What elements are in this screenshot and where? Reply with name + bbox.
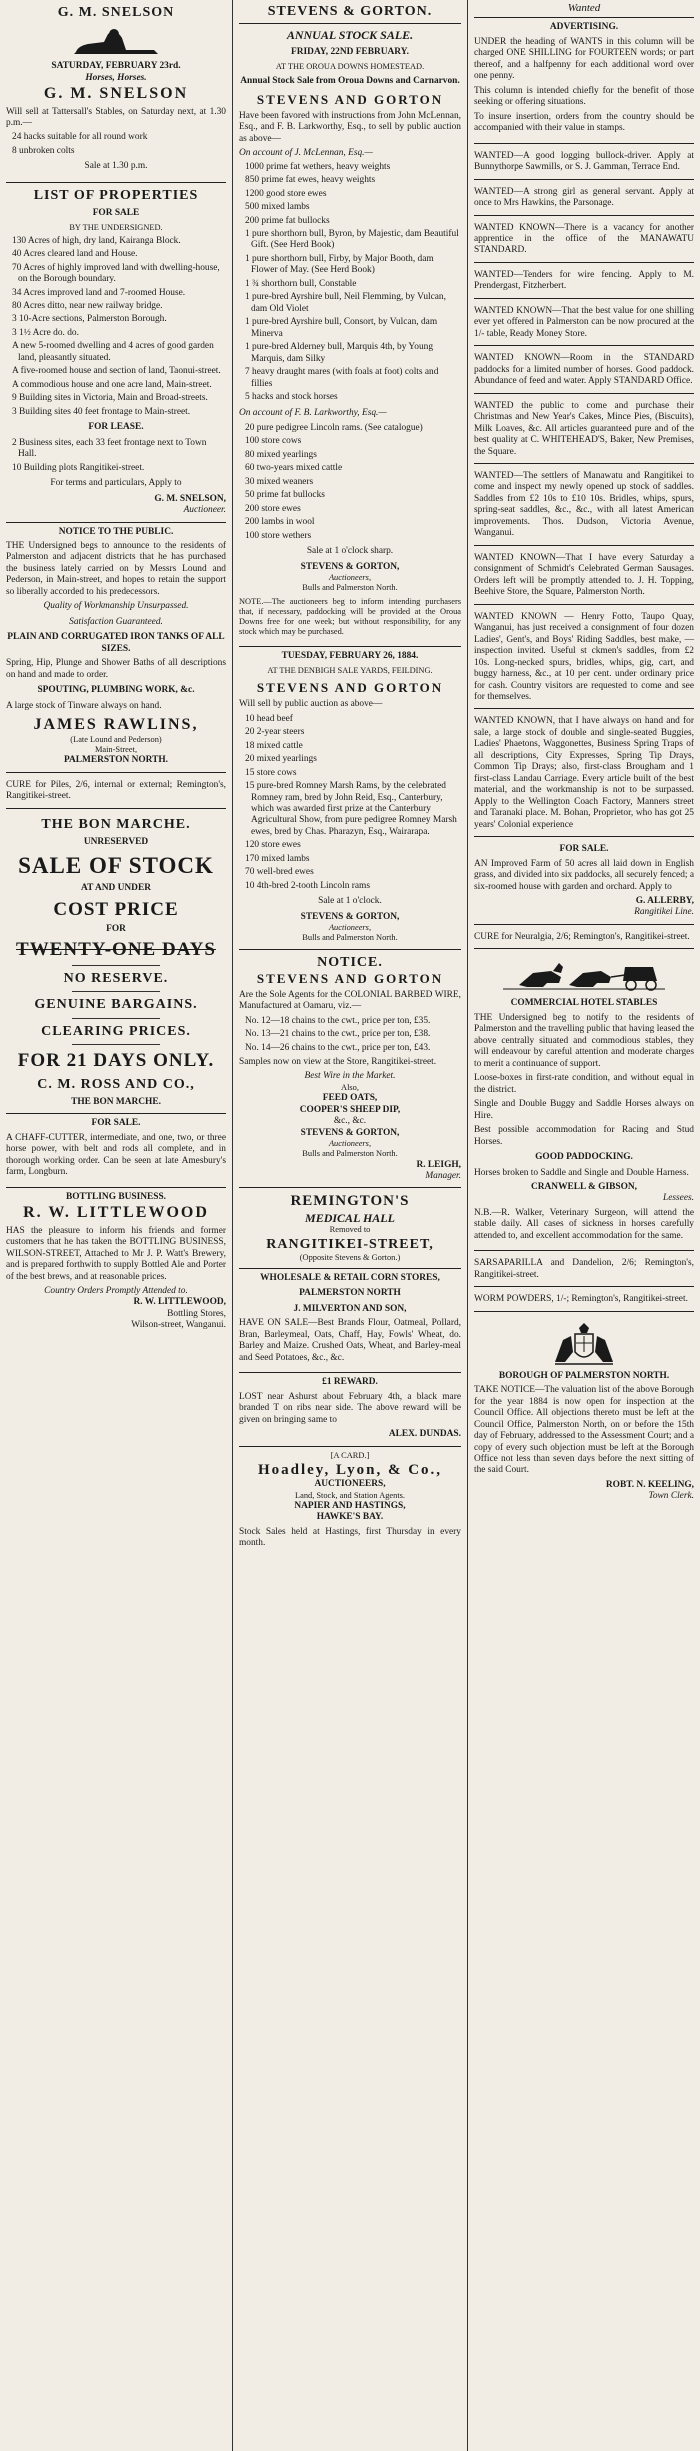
property-item: 9 Building sites in Victoria, Main and Broad-streets. [12,393,208,404]
notice-tanks: PLAIN AND CORRUGATED IRON TANKS OF ALL SIZES. [7,632,225,654]
tuesday-firm: STEVENS AND GORTON [256,680,444,696]
reward-sig: ALEX. DUNDAS. [388,1429,461,1440]
annual-town: Bulls and Palmerston North. [302,583,398,593]
bottling-body: HAS the pleasure to inform his friends and former customers that he has taken the BOTTLING BUSINESS, WILSON-STREET, Attached to Mr J. P. Watt's Brewery, and is prepared forthwith to supply Bottled Ale and Porter of the best brews, and at reasonable prices. [6,1225,226,1282]
annual-item: 100 store cows [245,436,302,447]
annual-item: 100 store wethers [245,530,312,541]
wanted-ad: WANTED KNOWN — Henry Fotto, Taupo Quay, Wanganui, has just received a consignment of four dozen Ladies', Gent's, and Boys' Riding Saddles, best make, — inspection invited. Useful st ckmen's saddles, from £2 10s. Long-necked spurs, bridles, whips, gig, cart, and buggy harness, &c., at 10 per cent. under ordinary price for cash. Country visitors are requested to come and see for themselves. [474,608,694,710]
advertising-body: UNDER the heading of WANTS in this column will be charged ONE SHILLING for FOURTEEN words; or part thereof, and a halfpenny for each additional word over one penny. [474,36,694,82]
property-item: 40 Acres cleared land and House. [12,249,138,260]
wire-item: No. 12—18 chains to the cwt., price per ton, £35. [245,1015,431,1026]
annual-place: AT THE OROUA DOWNS HOMESTEAD. [275,62,425,72]
bottling-name: R. W. LITTLEWOOD [23,1204,209,1222]
wire-best: Best Wire in the Market. [304,1071,396,1082]
chaff-cutter-ad [6,1114,226,1187]
bottling-business-ad [6,1188,226,1337]
lease-item: 10 Building plots Rangitikei-street. [12,462,145,473]
bon-sale: SALE OF STOCK [18,853,214,879]
bon-clearing: CLEARING PRICES. [41,1023,191,1039]
wire-manager-role: Manager. [425,1171,461,1182]
tuesday-town: Bulls and Palmerston North. [302,933,398,943]
wanted-ad: WANTED KNOWN, that I have always on hand and for sale, a large stock of double and single-seated Buggies, Ladies' Phaetons, Waggonettes, Business Spring Traps of all descriptions, City Expresses, Spring Tip Drays, Common Tip Drays; also, first-class Brougham and 1 first-class Landau Carriage. Every article built of the best material, and the workmanship is not to be surpassed. Apply to the Wellington Coach Factory, Manners street and Taranaki place. M. Bohan, Proprietor, who has got 25 years' Colonial experience [474,712,694,837]
wire-item: No. 14—26 chains to the cwt., price per ton, £43. [245,1042,431,1053]
annual-firm: STEVENS AND GORTON [256,91,444,107]
notice-title: NOTICE TO THE PUBLIC. [58,526,174,537]
wire-manager: R. LEIGH, [416,1159,461,1170]
wanted-ad: WANTED KNOWN—That the best value for one shilling ever yet offered in Palmerston can be now procured at the 1/- table, Ready Money Store. [474,302,694,346]
annual-item: 1 pure-bred Ayrshire bull, Neil Flemming, by Vulcan, dam Old Violet [245,292,446,314]
bon-twenty: TWENTY-ONE DAYS [16,939,216,961]
bon-divider [72,1018,160,1019]
bottling-title: BOTTLING BUSINESS. [65,1191,167,1202]
annual-item: 200 store ewes [245,503,301,514]
bon-days: FOR 21 DAYS ONLY. [17,1049,215,1071]
bottling-stores: Bottling Stores, [167,1308,226,1319]
chaff-body: A CHAFF-CUTTER, intermediate, and one, two, or three horse power, with belt and rods all complete, and in thorough working order. Can be seen at late Amesbury's farm, Longburn. [6,1132,226,1178]
corn-town: PALMERSTON NORTH [299,1288,401,1299]
rawlins-notice-ad [6,523,226,773]
properties-title: LIST OF PROPERTIES [33,187,199,203]
remington-title: REMINGTON'S [290,1193,410,1210]
middle-column [233,0,467,2451]
annual-item: 50 prime fat bullocks [245,490,325,501]
annual-role: Auctioneers, [328,573,372,583]
bon-title: THE BON MARCHE. [41,816,191,832]
notice-tinware: A large stock of Tinware always on hand. [6,700,162,711]
annual-note: NOTE.—The auctioneers beg to inform intending purchasers that, if necessary, paddocking will be provided at the Oroua Downs free for one week; but without responsibility, for any stock which may be purchased. [239,596,461,637]
stables-buggy: Single and Double Buggy and Saddle Horses always on Hire. [474,1099,694,1121]
tuesday-item: 10 4th-bred 2-tooth Lincoln rams [245,880,370,891]
annual-item: 60 two-years mixed cattle [245,463,343,474]
bon-cost: COST PRICE [53,898,179,920]
corn-firm: J. MILVERTON AND SON, [293,1303,407,1314]
stables-loose: Loose-boxes in first-rate condition, and without equal in the district. [474,1073,694,1095]
tuesday-item: 120 store ewes [245,840,301,851]
remington-street: RANGITIKEI-STREET, [266,1236,434,1252]
hoadley-card-ad [239,1447,461,1558]
annual-intro: Have been favored with instructions from John McLennan, Esq., and F. B. Larkworthy, Esq., to sell by public auction as above— [239,110,461,144]
annual-account1: On account of J. McLennan, Esq.— [239,148,373,159]
wire-also: Also, [341,1082,359,1092]
lease-title: FOR LEASE. [88,422,144,433]
property-item: A commodious house and one acre land, Main-street. [12,379,212,390]
hoadley-agents: Land, Stock, and Station Agents. [294,1490,406,1500]
horse-carriage-icon [499,959,669,995]
tuesday-item: 15 store cows [245,767,297,778]
stables-accom: Best possible accommodation for Racing and Stud Horses. [474,1125,694,1147]
bon-divider [72,1044,160,1045]
property-list-ad [6,183,226,523]
stables-title: COMMERCIAL HOTEL STABLES [510,998,658,1009]
tuesday-item: 18 mixed cattle [245,740,303,751]
remington-removed: Removed to [329,1225,371,1235]
stables-paddock: GOOD PADDOCKING. [535,1152,633,1163]
rawlins-name: JAMES RAWLINS, [33,716,199,734]
annual-item: 7 heavy draught mares (with foals at foot) colts and fillies [245,367,439,389]
bottling-orders: Country Orders Promptly Attended to. [44,1286,188,1296]
notice-quality: Quality of Workmanship Unsurpassed. [43,601,189,612]
annual-date: FRIDAY, 22ND FEBRUARY. [291,46,409,57]
wire-sig: STEVENS & GORTON, [300,1127,400,1138]
annual-subtitle: Annual Stock Sale from Oroua Downs and Carnarvon. [240,76,460,87]
snelson-item: 24 hacks suitable for all round work [12,132,148,143]
property-item: A new 5-roomed dwelling and 4 acres of good garden land, pleasantly situated. [12,341,214,363]
tuesday-time: Sale at 1 o'clock. [318,896,382,907]
wanted-ad: WANTED the public to come and purchase their Christmas and New Year's Cakes, Mince Pies, (Biscuits), Milk Loaves, &c. All articles guaranteed pure and of the best quality at C. WHITEHEAD'S, Baker, New Premises, the Square. [474,397,694,464]
tuesday-item: 20 mixed yearlings [245,754,317,765]
corn-body: HAVE ON SALE—Best Brands Flour, Oatmeal, Pollard, Bran, Barleymeal, Oats, Chaff, Hay, Fowls' Wheat, do. Barley and Maize. Crushed Oats, Wheat, and Barley-meal and Seed Potatoes, &c., &c. [239,1318,461,1363]
bottling-sig: R. W. LITTLEWOOD, [133,1297,226,1308]
hoadley-sales: Stock Sales held at Hastings, first Thursday in every month. [239,1526,461,1549]
annual-item: 200 lambs in wool [245,517,315,528]
annual-item: 30 mixed weaners [245,476,314,487]
wire-dip: COOPER'S SHEEP DIP, [299,1104,401,1115]
corn-stores-ad [239,1269,461,1373]
hoadley-acard: [A CARD.] [330,1450,370,1460]
reward-body: LOST near Ashurst about February 4th, a black mare branded T on ribs near side. The above reward will be given on bringing same to [239,1391,461,1425]
property-item: 3 10-Acre sections, Palmerston Borough. [12,314,167,325]
farm-title: FOR SALE. [559,844,609,855]
snelson-sale-time: Sale at 1.30 p.m. [84,161,148,172]
snelson-date: SATURDAY, FEBRUARY 23rd. [51,61,181,72]
snelson-item: 8 unbroken colts [12,145,75,156]
lease-item: 2 Business sites, each 33 feet frontage next to Town Hall. [12,437,207,460]
notice-spring: Spring, Hip, Plunge and Shower Baths of all descriptions on hand and made to order. [6,658,226,680]
annual-title: ANNUAL STOCK SALE. [286,28,414,43]
left-column [0,0,232,2451]
snelson-horse-sale-ad [6,0,226,183]
tuesday-item: 170 mixed lambs [245,853,310,864]
property-item: 70 Acres of highly improved land with dwelling-house, on the Borough boundary. [12,262,220,285]
bon-no-reserve: NO RESERVE. [63,971,169,987]
barbed-wire-notice-ad [239,950,461,1189]
wire-etc: &c., &c. [333,1116,367,1127]
wanted-ad: WANTED—The settlers of Manawatu and Rangitikei to come and inspect my newly opened up stock of saddles. Saddles from £2 10s to £10 10s. Bridles, whips, spurs, spring-seat saddles, &c., &c., with all latest American improvements. Thos. Dudson, Victoria Avenue, Wanganui. [474,467,694,546]
bon-divider [72,965,160,966]
wire-firm: STEVENS AND GORTON [256,970,444,986]
wire-samples: Samples now on view at the Store, Rangitikei-street. [239,1056,437,1067]
remington-medical-hall-ad [239,1188,461,1269]
annual-item: 5 hacks and stock horses [245,392,338,403]
snelson-intro: Will sell at Tattersall's Stables, on Saturday next, at 1.30 p.m.— [6,106,226,128]
properties-role: Auctioneer. [183,505,226,516]
wire-oats: FEED OATS, [322,1093,378,1104]
property-item: 130 Acres of high, dry land, Kairanga Block. [12,235,181,246]
stables-nb: N.B.—R. Walker, Veterinary Surgeon, will attend the stable daily. All cases of sickness in horses carefully attended to, and excellent accommodation for the same. [474,1207,694,1241]
wanted-header: Wanted [474,0,694,18]
notice-spouting: SPOUTING, PLUMBING WORK, &c. [37,685,195,696]
reward-ad [239,1373,461,1446]
wanted-ad: WANTED—A strong girl as general servant. Apply at once to Mrs Hawkins, the Parsonage. [474,183,694,216]
hoadley-bay: HAWKE'S BAY. [316,1512,384,1523]
bon-place: THE BON MARCHE. [71,1096,161,1107]
bon-firm: C. M. ROSS AND CO., [37,1076,195,1092]
stevens-gorton-header: STEVENS & GORTON. [239,0,461,24]
bon-genuine: GENUINE BARGAINS. [34,997,198,1013]
annual-account2: On account of F. B. Larkworthy, Esq.— [239,407,387,418]
chaff-title: FOR SALE. [91,1118,141,1129]
borough-notice-ad [474,1315,694,1508]
annual-time: Sale at 1 o'clock sharp. [306,546,394,557]
snelson-header: G. M. SNELSON [57,5,175,20]
stables-body: THE Undersigned beg to notify to the residents of Palmerston and the travelling public that having leased the above centrally situated and commodious stables, they will endeavour by careful attention and moderate charges to merit a continuance of support. [474,1012,694,1069]
tuesday-item: 70 well-bred ewes [245,867,314,878]
tuesday-place: AT THE DENBIGH SALE YARDS, FEILDING. [267,666,433,676]
wanted-ad: WANTED KNOWN—There is a vacancy for another apprentice in the office of the MANAWATU STANDARD. [474,219,694,263]
bon-at-under: AT AND UNDER [81,883,151,894]
corn-title: WHOLESALE & RETAIL CORN STORES, [260,1272,440,1283]
bon-marche-ad [6,812,226,1115]
annual-item: 80 mixed yearlings [245,449,317,460]
feilding-sale-ad [239,647,461,950]
tuesday-item: 20 2-year steers [245,727,305,738]
rawlins-street: Main-Street, [94,744,138,754]
notice-satisfaction: Satisfaction Guaranteed. [69,616,163,627]
farm-addr: Rangitikei Line. [634,907,694,918]
annual-item: 1 pure shorthorn bull, Byron, by Majestic, dam Beautiful Gift. (See Herd Book) [245,228,459,251]
right-column [468,0,700,2451]
property-item: 3 1½ Acre do. do. [12,327,79,338]
properties-terms: For terms and particulars, Apply to [50,478,182,489]
tuesday-sig: STEVENS & GORTON, [300,911,400,922]
annual-item: 1 pure-bred Ayrshire bull, Consort, by Vulcan, dam Minerva [245,317,438,339]
annual-item: 1000 prime fat wethers, heavy weights [245,161,391,172]
reward-title: £1 REWARD. [322,1377,378,1388]
properties-signature: G. M. SNELSON, [154,493,226,504]
borough-title: BOROUGH OF PALMERSTON NORTH. [498,1370,670,1381]
borough-body: TAKE NOTICE—The valuation list of the above Borough for the year 1884 is now open for inspection at the Council Office. All objections thereto must be left at the Council Office, Palmerston North, on or before the 15th day of February, addressed to the Assessment Court; and a copy of every such objection must be left at the Borough Office not less than seven days before the next sitting of the said Court. [474,1385,694,1476]
farm-for-sale-ad [474,840,694,925]
rawlins-late: (Late Lound and Pederson) [70,734,162,744]
tuesday-item: 15 pure-bred Romney Marsh Rams, by the celebrated Romney ram, bred by John Reid, Esq., Canterbury, which was awarded first prize at the Canterbury Agricultural Show, from pure pedigree Romney Marsh ewes, bred by Chas. Pharazyn, Esq., Wairarapa. [245,781,457,837]
wire-item: No. 13—21 chains to the cwt., price per ton, £38. [245,1029,431,1040]
annual-item: 1 ¾ shorthorn bull, Constable [245,278,357,289]
advertising-para2: This column is intended chiefly for the benefit of those seeking or offering situations. [474,85,694,108]
bon-for: FOR [106,923,126,934]
advertising-title: ADVERTISING. [549,22,619,33]
tuesday-role: Auctioneers, [328,923,372,933]
bon-divider [72,991,160,992]
snelson-name: G. M. SNELSON [43,85,189,103]
property-item: 80 Acres ditto, near new railway bridge. [12,301,163,312]
wanted-ad: WANTED KNOWN—Room in the STANDARD paddocks for a limited number of horses. Good paddock. Abundance of feed and water. Apply STANDARD Office. [474,349,694,393]
annual-item: 200 prime fat bullocks [245,215,330,226]
neuralgia-cure-ad: CURE for Neuralgia, 2/6; Remington's, Rangitikei-street. [474,928,694,949]
snelson-subhead: Horses, Horses. [85,72,147,83]
annual-item: 850 prime fat ewes, heavy weights [245,175,376,186]
notice-body: THE Undersigned begs to announce to the residents of Palmerston and adjacent districts that he has purchased the business lately carried on by Messrs Lound and Pederson, in Main-street, and hopes to retain the support so liberally accorded to his predecessors. [6,540,226,597]
annual-sig: STEVENS & GORTON, [300,561,400,572]
tuesday-intro: Will sell by public auction as above— [239,699,383,710]
farm-sig: G. ALLERBY, [635,896,694,906]
remington-sub: MEDICAL HALL [305,1210,395,1225]
worm-powders-ad: WORM POWDERS, 1/-; Remington's, Rangitikei-street. [474,1290,694,1311]
advertising-para3: To insure insertion, orders from the country should be accompanied with their value in stamps. [474,111,694,134]
annual-item: 1 pure shorthorn bull, Firby, by Major Booth, dam Flower of May. (See Herd Book) [245,253,434,276]
properties-for-sale: FOR SALE [92,207,140,218]
sarsaparilla-ad: SARSAPARILLA and Dandelion, 2/6; Remington's, Rangitikei-street. [474,1254,694,1287]
hoadley-name: Hoadley, Lyon, & Co., [257,1461,443,1478]
annual-stock-sale-ad [239,24,461,647]
wanted-ad: WANTED—Tenders for wire fencing. Apply to M. Prendergast, Fitzherbert. [474,266,694,299]
annual-item: 1 pure-bred Alderney bull, Marquis 4th, by Young Marquis, dam Silky [245,342,434,364]
wire-title: NOTICE. [317,954,383,970]
property-item: 34 Acres improved land and 7-roomed House. [12,287,186,298]
stables-broken: Horses broken to Saddle and Single and Double Harness. [474,1167,689,1178]
commercial-hotel-stables-ad [474,952,694,1251]
sphinx-emblem-icon [66,24,166,58]
borough-role: Town Clerk. [648,1491,694,1502]
bottling-addr: Wilson-street, Wanganui. [131,1320,226,1331]
property-item: 3 Building sites 40 feet frontage to Main-street. [12,406,191,417]
remington-opp: (Opposite Stevens & Gorton.) [299,1252,401,1262]
stables-lessees: Lessees. [663,1193,694,1204]
wanted-ad: WANTED—A good logging bullock-driver. Apply at Bunnythorpe Sawmills, or S. J. Gamman, Terrace End. [474,147,694,180]
wire-role: Auctioneers, [328,1139,372,1149]
properties-by: BY THE UNDERSIGNED. [69,223,163,233]
wanted-ad: WANTED KNOWN—That I have every Saturday a consignment of Schmidt's Celebrated German Sausages. Orders left will be promptly attended to. J. H. Topping, Beehive Store, the Square, Palmerston North. [474,549,694,605]
annual-item: 1200 good store ewes [245,188,327,199]
wire-town: Bulls and Palmerston North. [302,1149,398,1159]
property-item: A five-roomed house and section of land, Taonui-street. [12,366,221,377]
tuesday-date: TUESDAY, FEBRUARY 26, 1884. [281,650,419,661]
rawlins-town: PALMERSTON NORTH. [63,755,169,766]
hoadley-addr: NAPIER AND HASTINGS, [294,1500,406,1511]
advertising-rules-ad [474,18,694,143]
wire-body: Are the Sole Agents for the COLONIAL BARBED WIRE, Manufactured at Oamaru, viz.— [239,989,461,1012]
annual-item: 500 mixed lambs [245,202,310,213]
bon-unreserved: UNRESERVED [83,836,149,847]
piles-cure-ad: CURE for Piles, 2/6, internal or external; Remington's, Rangitikei-street. [6,776,226,809]
hoadley-role: AUCTIONEERS, [314,1479,386,1490]
tuesday-item: 10 head beef [245,713,293,724]
royal-coat-of-arms-icon [549,1322,619,1368]
stables-firm: CRANWELL & GIBSON, [530,1181,637,1192]
farm-body: AN Improved Farm of 50 acres all laid down in English grass, and divided into six paddocks, all securely fenced; a six-roomed house with garden and orchard. Apply to [474,858,694,892]
borough-sig: ROBT. N. KEELING, [605,1479,694,1490]
annual-item: 20 pure pedigree Lincoln rams. (See catalogue) [245,423,423,433]
